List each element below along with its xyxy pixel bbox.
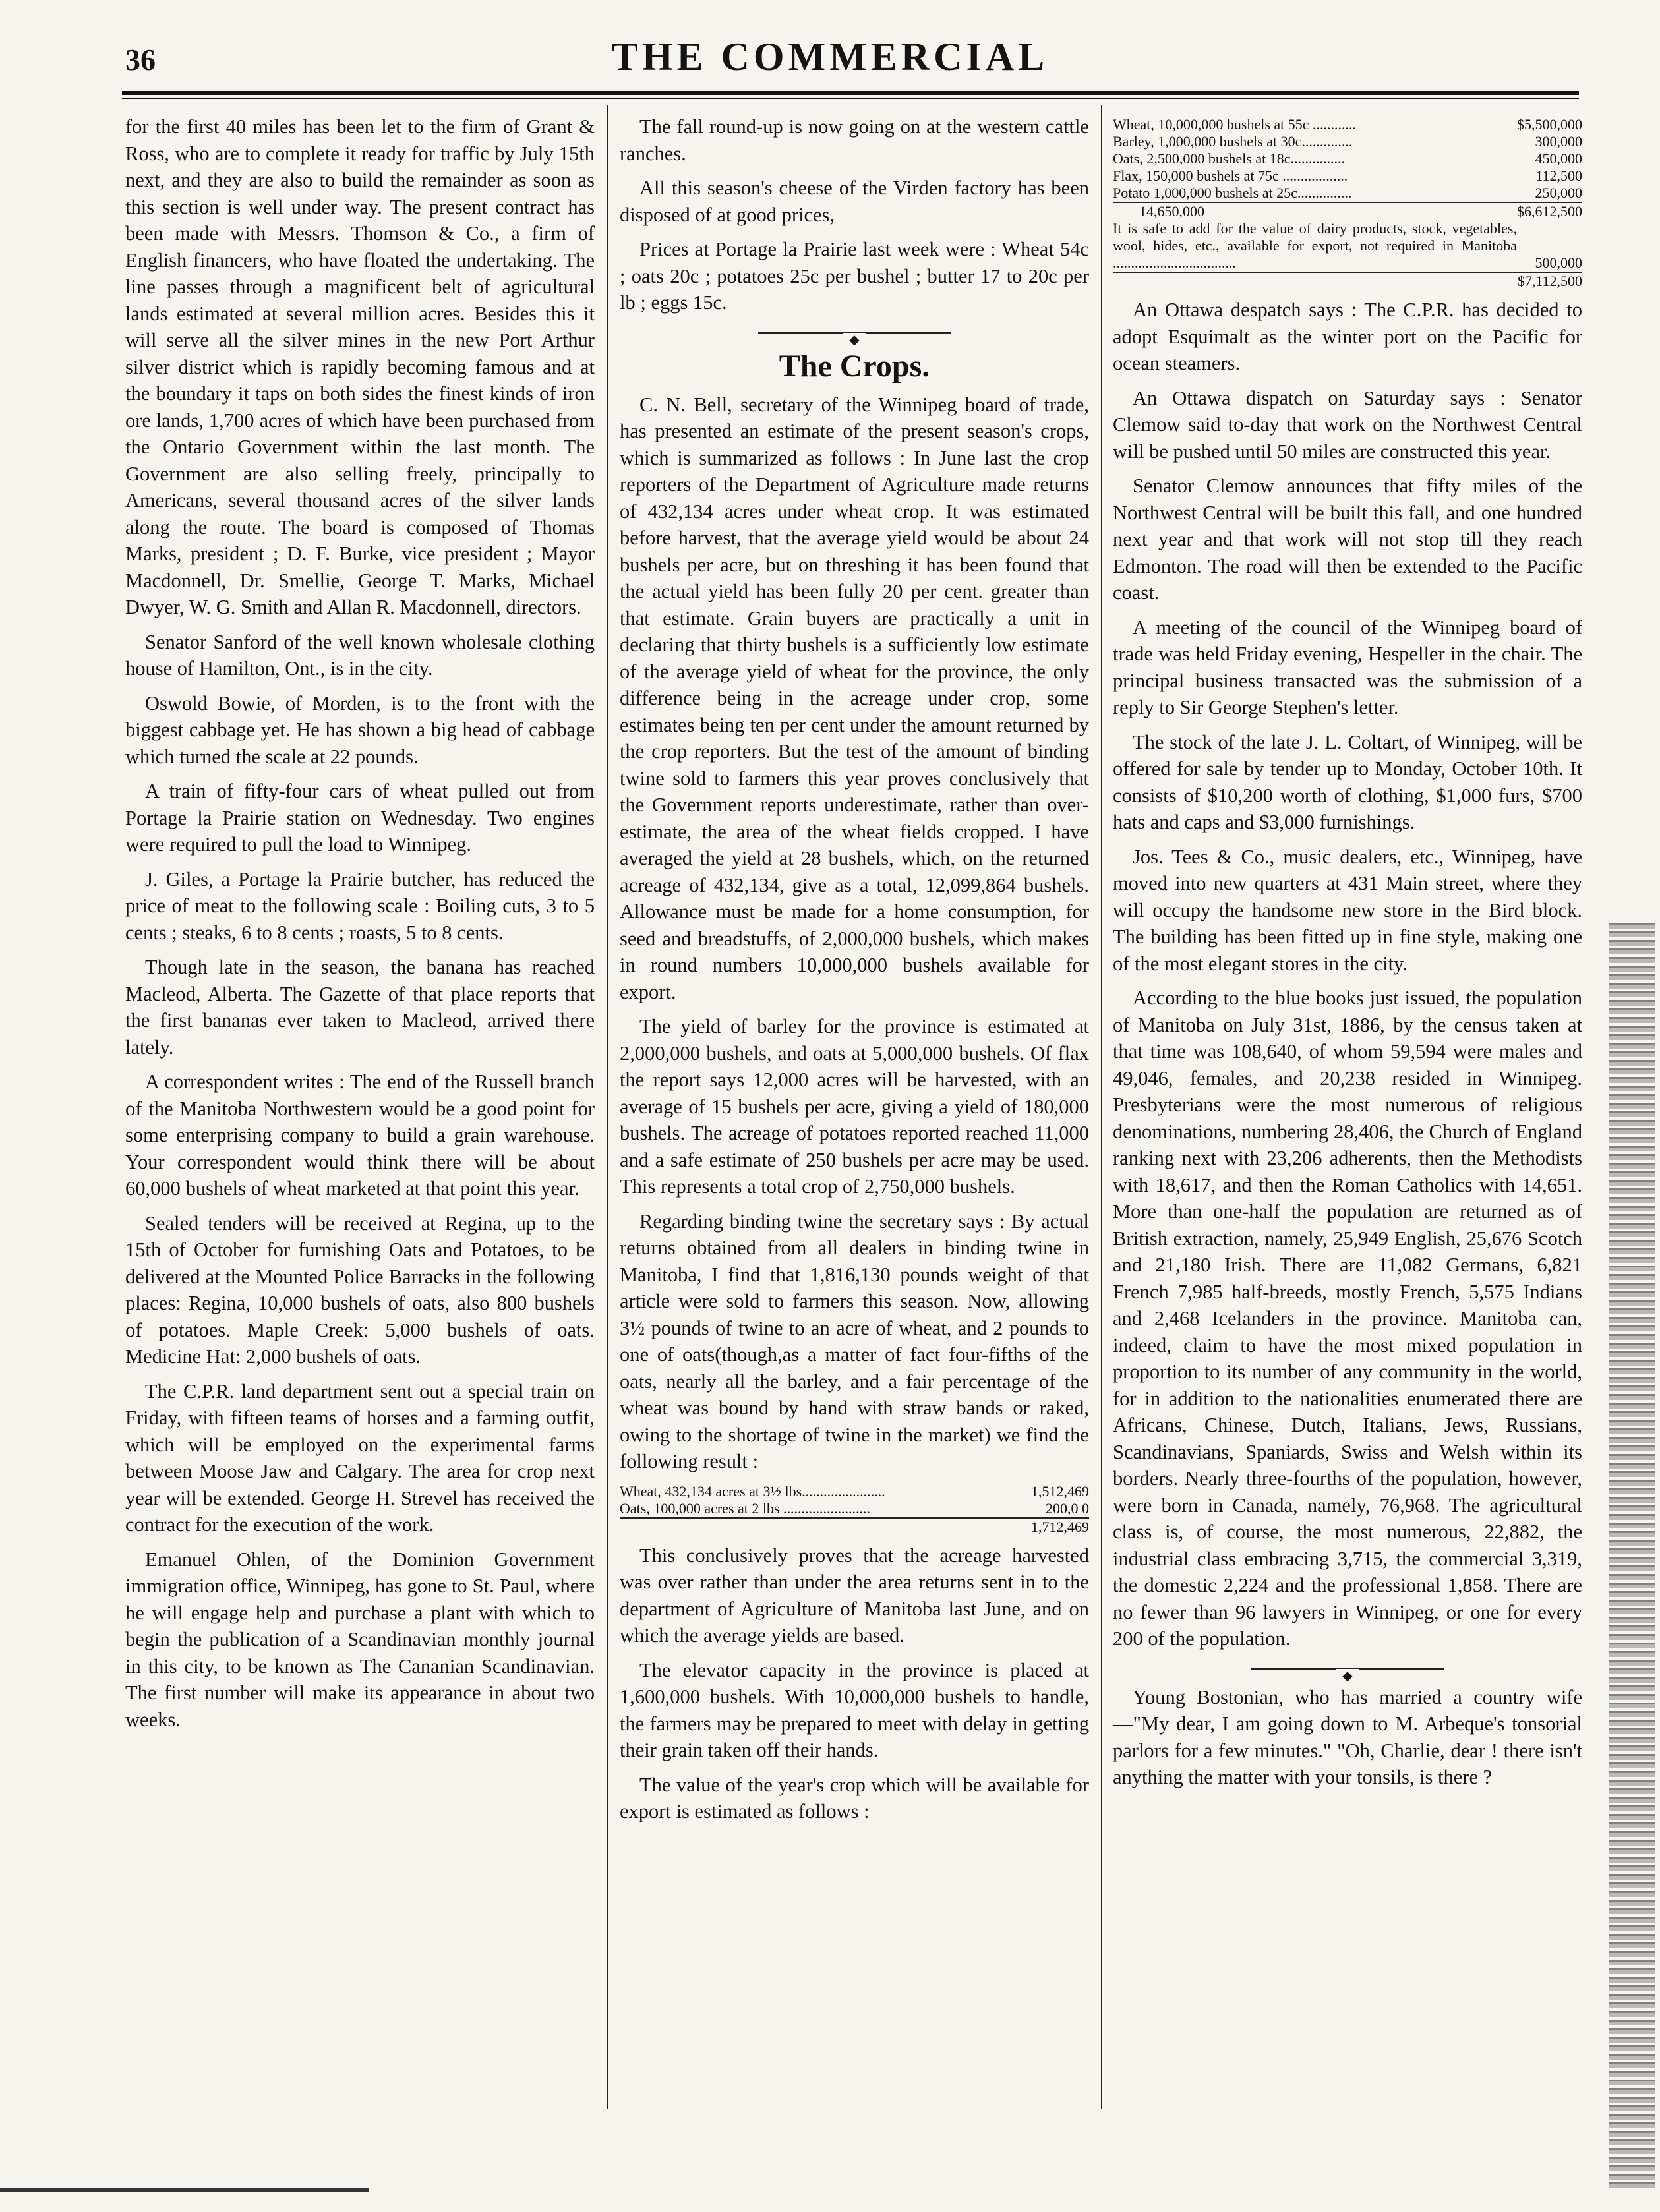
- table-cell-amount: 1,512,469: [1031, 1482, 1089, 1499]
- table-cell-note: It is safe to add for the value of dairy products, stock, vegetables, wool, hides, etc., available for export, not required in Manitoba ..................................: [1113, 220, 1517, 271]
- table-cell-label: Potato 1,000,000 bushels at 25c...............: [1113, 185, 1352, 201]
- paragraph: According to the blue books just issued, the population of Manitoba on July 31st, 1886, by the census taken at that time was 108,640, of whom 59,594 were males and 49,046, females, and 20,238 resided in Winnipeg. Presbyterians were the most numerous of religious denominations, numbering 28,406, the Church of England ranking next with 23,206 adherents, then the Methodists with 18,617, and then the Roman Catholics with 14,651. More than one-half the population are returned as of British extraction, namely, 25,949 English, 25,676 Scotch and 21,180 Irish. There are 11,082 Germans, 6,821 French 7,985 half-breeds, mostly French, 5,575 Indians and 2,468 Icelanders in the province. Manitoba can, indeed, claim to have the most mixed population in proportion to its number of any community in the world, for in addition to the nationalities enumerated there are Africans, Chinese, Dutch, Italians, Jews, Russians, Scandinavians, Spaniards, Swiss and Welsh within its borders. Nearly three-fourths of the population, however, were born in Canada, namely, 76,968. The agricultural class is, of course, the most numerous, 22,882, the industrial class embracing 3,715, the commercial 3,319, the domestic 2,224 and the professional 1,858. There are no fewer than 96 lawyers in Winnipeg, or one for every 200 of the population.: [1113, 987, 1582, 1650]
- table-row: [1113, 133, 1582, 150]
- table-cell-amount: 250,000: [1535, 185, 1582, 201]
- paragraph: An Ottawa despatch says : The C.P.R. has decided to adopt Esquimalt as the winter port on the Pacific for ocean steamers.: [1113, 299, 1582, 374]
- table-cell-label: [1113, 272, 1517, 290]
- table-cell-label: 14,650,000: [1113, 202, 1517, 220]
- section-ornament: ◆: [620, 324, 1089, 341]
- table-cell-amount: 200,0 0: [1046, 1499, 1089, 1517]
- paragraph: A correspondent writes : The end of the Russell branch of the Manitoba Northwestern would be a good point for some enterprising company to build a grain warehouse. Your correspondent would think there will be about 60,000 bushels of wheat marketed at that point this year.: [125, 1070, 595, 1200]
- masthead-rule: [122, 91, 1579, 99]
- paragraph: An Ottawa dispatch on Saturday says : Senator Clemow said to-day that work on the Northwest Central will be pushed until 50 miles are constructed this year.: [1113, 386, 1582, 463]
- table-cell-label: [620, 1518, 1005, 1536]
- masthead-title: THE COMMERCIAL: [611, 35, 1049, 78]
- table-cell-amount: 450,000: [1535, 150, 1582, 167]
- paragraph: The fall round-up is now going on at the western cattle ranches.: [620, 115, 1089, 165]
- column-divider-2: [1101, 105, 1102, 2109]
- table-cell-amount: $6,612,500: [1517, 203, 1582, 219]
- paragraph: J. Giles, a Portage la Prairie butcher, has reduced the price of meat to the following scale : Boiling cuts, 3 to 5 cents ; steaks, 6 to 8 cents ; roasts, 5 to 8 cents.: [125, 867, 595, 944]
- paragraph: Senator Sanford of the well known wholesale clothing house of Hamilton, Ont., is in the city.: [125, 630, 595, 680]
- table-row: [620, 1500, 1089, 1518]
- table-cell-amount: $5,500,000: [1517, 116, 1582, 132]
- paragraph: Jos. Tees & Co., music dealers, etc., Winnipeg, have moved into new quarters at 431 Main street, where they will occupy the handsome new store in the Bird block. The building has been fitted up in fine style, making one of the most elegant stores in the city.: [1113, 845, 1582, 975]
- section-heading-crops: The Crops.: [779, 348, 930, 384]
- paragraph: The elevator capacity in the province is placed at 1,600,000 bushels. With 10,000,000 bushels to handle, the farmers may be prepared to meet with delay in getting their grain taken off their hands.: [620, 1658, 1089, 1761]
- twine-table: [620, 1483, 1089, 1536]
- paragraph: C. N. Bell, secretary of the Winnipeg board of trade, has presented an estimate of the present season's crops, which is summarized as follows : In June last the crop reporters of the Department of Agriculture made returns of 432,134 acres under wheat crop. It was estimated before harvest, that the average yield would be about 24 bushels per acre, but on threshing it has been found that the actual yield has been fully 20 per cent. greater than that estimate. Grain buyers are practically a unit in declaring that thirty bushels is a sufficiently low estimate of the average yield of wheat for the province, the only difference being in the acreage under crop, some estimates being ten per cent under the amount returned by the crop reporters. But the test of the amount of binding twine sold to farmers this year proves conclusively that the Government reports underestimate, rather than over-estimate, the area of the wheat fields cropped. I have averaged the yield at 28 bushels, which, on the returned acreage of 432,134, give as a total, 12,099,864 bushels. Allowance must be made for a home consumption, for seed and breadstuffs, of 2,000,000 bushels, which makes in round numbers 10,000,000 bushels available for export.: [620, 393, 1089, 1003]
- table-row: [1113, 220, 1582, 272]
- table-cell-label: Oats, 100,000 acres at 2 lbs ........................: [620, 1499, 871, 1517]
- bottom-rule: [0, 2188, 369, 2192]
- column-2: [620, 113, 1089, 1833]
- column-divider-1: [607, 105, 608, 2109]
- paragraph: for the first 40 miles has been let to the firm of Grant & Ross, who are to complete it ready for traffic by July 15th next, and they are also to build the remainder as soon as this section is well under way. The present contract has been made with Messrs. Thomson & Co., a firm of English financers, who have floated the undertaking. The line passes through a magnificent belt of agricultural lands estimated at several million acres. Besides this it will serve all the silver mines in the new Port Arthur silver district which is rapidly becoming famous and at the boundary it taps on both sides the finest kinds of iron ore lands, 1,700 acres of which have been purchased from the Ontario Government within the last month. The Government are also selling freely, principally to Americans, several thousand acres of the silver lands along the route. The board is composed of Thomas Marks, president ; D. F. Burke, vice president ; Mayor Macdonnell, Dr. Smellie, George T. Marks, Michael Dwyer, W. G. Smith and Allan R. Macdonnell, directors.: [125, 115, 595, 618]
- table-cell-label: Flax, 150,000 bushels at 75c ..................: [1113, 167, 1348, 184]
- table-cell-amount: 300,000: [1535, 133, 1582, 150]
- section-ornament: ◆: [1113, 1660, 1582, 1677]
- table-row: [1113, 185, 1582, 202]
- table-cell-label: Oats, 2,500,000 bushels at 18c...............: [1113, 150, 1345, 167]
- table-cell-label: Barley, 1,000,000 bushels at 30c..............: [1113, 133, 1353, 150]
- column-1: [125, 113, 595, 1741]
- table-total-row: [1113, 272, 1582, 290]
- page-edge-shading: [1609, 923, 1655, 2188]
- table-cell-total: 1,712,469: [1005, 1518, 1089, 1536]
- paragraph: A meeting of the council of the Winnipeg board of trade was held Friday evening, Hespeller in the chair. The principal business transacted was the submission of a reply to Sir George Stephen's letter.: [1113, 616, 1582, 718]
- paragraph: The C.P.R. land department sent out a special train on Friday, with fifteen teams of horses and a farming outfit, which will be employed on the experimental farms between Moose Jaw and Calgary. The area for crop next year will be extended. George H. Strevel has received the contract for the execution of the work.: [125, 1380, 595, 1536]
- page-number: 36: [125, 43, 156, 76]
- paragraph: The value of the year's crop which will be available for export is estimated as follows :: [620, 1773, 1089, 1822]
- paragraph: Senator Clemow announces that fifty miles of the Northwest Central will be built this fall, and one hundred next year and that work will not stop till they reach Edmonton. The road will then be extended to the Pacific coast.: [1113, 475, 1582, 604]
- crop-value-table: [1113, 116, 1582, 290]
- paragraph: Though late in the season, the banana has reached Macleod, Alberta. The Gazette of that place reports that the first bananas ever taken to Macleod, arrived there lately.: [125, 956, 595, 1059]
- table-cell-amount: 500,000: [1535, 254, 1582, 271]
- table-row: [620, 1483, 1089, 1500]
- paragraph: Sealed tenders will be received at Regina, up to the 15th of October for furnishing Oats and Potatoes, to be delivered at the Mounted Police Barracks in the following places: Regina, 10,000 bushels of oats, also 800 bushels of potatoes. Maple Creek: 5,000 bushels of oats. Medicine Hat: 2,000 bushels of oats.: [125, 1211, 595, 1368]
- table-row: [1113, 116, 1582, 133]
- table-cell-total: $7,112,500: [1517, 273, 1582, 289]
- paragraph: Regarding binding twine the secretary says : By actual returns obtained from all dealers in binding twine in Manitoba, I find that 1,816,130 pounds weight of that article were sold to farmers this season. Now, allowing 3½ pounds of twine to an acre of wheat, and 2 pounds to one of oats(though,as a matter of fact four-fifths of the oats, nearly all the barley, and a fair percentage of the wheat was bound by hand with straw bands or raked, owing to the shortage of twine in the market) we find the following result :: [620, 1209, 1089, 1472]
- table-subtotal-row: [1113, 202, 1582, 220]
- paragraph: Oswold Bowie, of Morden, is to the front with the biggest cabbage yet. He has shown a big head of cabbage which turned the scale at 22 pounds.: [125, 691, 595, 768]
- table-row: [1113, 167, 1582, 185]
- table-total-row: [620, 1518, 1089, 1536]
- paragraph: The yield of barley for the province is estimated at 2,000,000 bushels, and oats at 5,000,000 bushels. Of flax the report says 12,000 acres will be harvested, with an average of 15 bushels per acre, giving a yield of 180,000 bushels. The acreage of potatoes reported reached 11,000 and a safe estimate of 250 bushels per acre may be used. This represents a total crop of 2,750,000 bushels.: [620, 1015, 1089, 1198]
- table-cell-label: Wheat, 432,134 acres at 3½ lbs.......................: [620, 1482, 885, 1499]
- table-row: [1113, 150, 1582, 167]
- table-cell-amount: 112,500: [1535, 167, 1582, 184]
- column-3: [1113, 113, 1582, 1799]
- paragraph: A train of fifty-four cars of wheat pulled out from Portage la Prairie station on Wednesday. Two engines were required to pull the load to Winnipeg.: [125, 780, 595, 856]
- paragraph: Emanuel Ohlen, of the Dominion Government immigration office, Winnipeg, has gone to St. Paul, where he will engage help and purchase a plant with which to begin the publication of a Scandinavian monthly journal in this city, to be known as The Cananian Scandinavian. The first number will make its appearance in about two weeks.: [125, 1548, 595, 1731]
- paragraph: This conclusively proves that the acreage harvested was over rather than under the area returns sent in to the department of Agriculture of Manitoba last June, and on which the average yields are based.: [620, 1544, 1089, 1646]
- paragraph: All this season's cheese of the Virden factory has been disposed of at good prices,: [620, 177, 1089, 226]
- paragraph: Young Bostonian, who has married a country wife—"My dear, I am going down to M. Arbeque's tonsorial parlors for a few minutes." "Oh, Charlie, dear ! there isn't anything the matter with your tonsils, is there ?: [1113, 1685, 1582, 1788]
- paragraph: Prices at Portage la Prairie last week were : Wheat 54c ; oats 20c ; potatoes 25c per bushel ; butter 17 to 20c per lb ; eggs 15c.: [620, 238, 1089, 314]
- paragraph: The stock of the late J. L. Coltart, of Winnipeg, will be offered for sale by tender up to Monday, October 10th. It consists of $10,200 worth of clothing, $1,000 furs, $700 hats and caps and $3,000 furnishings.: [1113, 730, 1582, 833]
- table-cell-label: Wheat, 10,000,000 bushels at 55c ............: [1113, 116, 1357, 132]
